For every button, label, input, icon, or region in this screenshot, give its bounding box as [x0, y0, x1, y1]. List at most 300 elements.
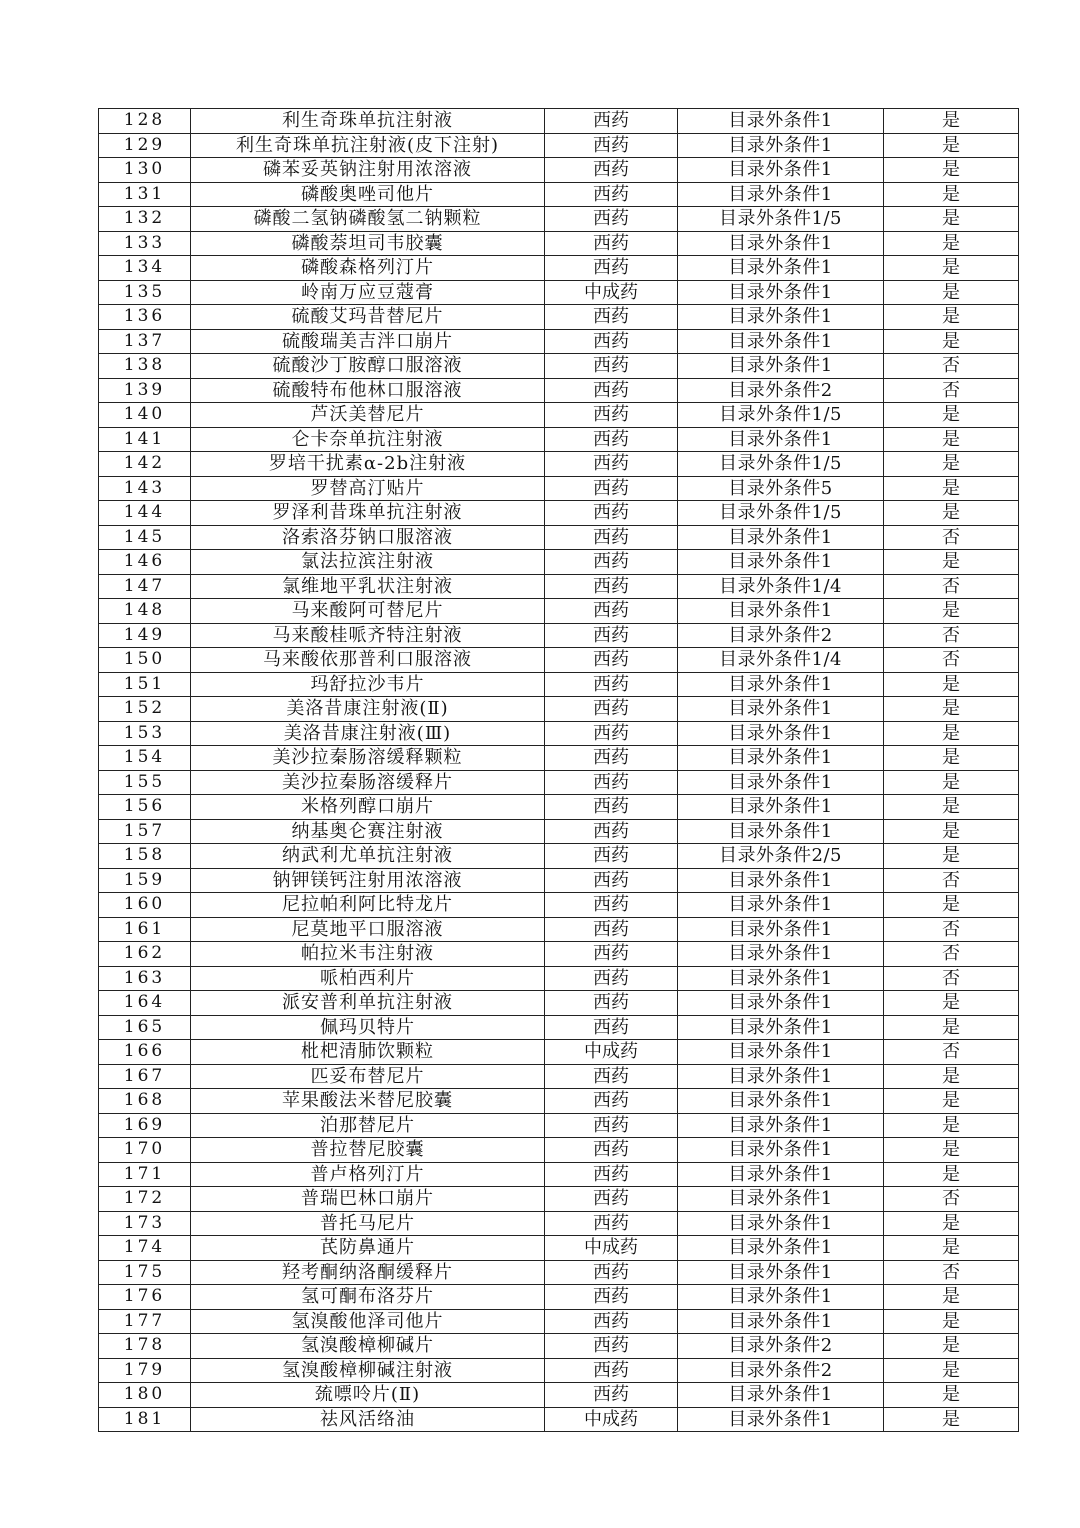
drug-category-cell: 西药: [545, 305, 678, 330]
catalog-condition-cell: 目录外条件1: [678, 1211, 884, 1236]
included-flag-cell: 是: [884, 305, 1019, 330]
included-flag-cell: 否: [884, 868, 1019, 893]
table-row: [99, 1113, 1019, 1138]
drug-name-cell: 玛舒拉沙韦片: [191, 672, 545, 697]
table-row: [99, 476, 1019, 501]
row-number-cell: 160: [99, 893, 191, 918]
row-number-cell: 162: [99, 942, 191, 967]
drug-category-cell: 西药: [545, 231, 678, 256]
included-flag-cell: 是: [884, 844, 1019, 869]
included-flag-cell: 否: [884, 378, 1019, 403]
drug-category-cell: 西药: [545, 697, 678, 722]
drug-category-cell: 西药: [545, 1064, 678, 1089]
row-number-cell: 158: [99, 844, 191, 869]
row-number-cell: 168: [99, 1089, 191, 1114]
table-row: [99, 305, 1019, 330]
table-row: [99, 158, 1019, 183]
drug-category-cell: 西药: [545, 158, 678, 183]
table-row: [99, 1064, 1019, 1089]
table-row: [99, 1285, 1019, 1310]
included-flag-cell: 是: [884, 501, 1019, 526]
catalog-condition-cell: 目录外条件1: [678, 697, 884, 722]
row-number-cell: 165: [99, 1015, 191, 1040]
drug-category-cell: 西药: [545, 770, 678, 795]
row-number-cell: 137: [99, 329, 191, 354]
row-number-cell: 152: [99, 697, 191, 722]
row-number-cell: 141: [99, 427, 191, 452]
row-number-cell: 180: [99, 1383, 191, 1408]
catalog-condition-cell: 目录外条件2: [678, 1358, 884, 1383]
table-row: [99, 280, 1019, 305]
row-number-cell: 139: [99, 378, 191, 403]
included-flag-cell: 是: [884, 452, 1019, 477]
row-number-cell: 161: [99, 917, 191, 942]
table-row: [99, 427, 1019, 452]
included-flag-cell: 是: [884, 158, 1019, 183]
drug-name-cell: 仑卡奈单抗注射液: [191, 427, 545, 452]
catalog-condition-cell: 目录外条件1: [678, 133, 884, 158]
included-flag-cell: 是: [884, 770, 1019, 795]
drug-name-cell: 洛索洛芬钠口服溶液: [191, 525, 545, 550]
catalog-condition-cell: 目录外条件1: [678, 427, 884, 452]
drug-name-cell: 马来酸依那普利口服溶液: [191, 648, 545, 673]
row-number-cell: 171: [99, 1162, 191, 1187]
catalog-condition-cell: 目录外条件1: [678, 280, 884, 305]
drug-category-cell: 西药: [545, 329, 678, 354]
row-number-cell: 177: [99, 1309, 191, 1334]
row-number-cell: 131: [99, 182, 191, 207]
row-number-cell: 179: [99, 1358, 191, 1383]
drug-name-cell: 硫酸特布他林口服溶液: [191, 378, 545, 403]
table-row: [99, 697, 1019, 722]
catalog-condition-cell: 目录外条件1: [678, 354, 884, 379]
included-flag-cell: 否: [884, 525, 1019, 550]
catalog-condition-cell: 目录外条件1: [678, 329, 884, 354]
catalog-condition-cell: 目录外条件1: [678, 795, 884, 820]
catalog-condition-cell: 目录外条件1: [678, 109, 884, 134]
row-number-cell: 145: [99, 525, 191, 550]
catalog-condition-cell: 目录外条件5: [678, 476, 884, 501]
drug-name-cell: 磷酸森格列汀片: [191, 256, 545, 281]
drug-name-cell: 硫酸艾玛昔替尼片: [191, 305, 545, 330]
row-number-cell: 156: [99, 795, 191, 820]
table-row: [99, 623, 1019, 648]
catalog-condition-cell: 目录外条件1: [678, 770, 884, 795]
row-number-cell: 172: [99, 1187, 191, 1212]
drug-category-cell: 西药: [545, 1383, 678, 1408]
row-number-cell: 133: [99, 231, 191, 256]
drug-name-cell: 尼拉帕利阿比特龙片: [191, 893, 545, 918]
included-flag-cell: 是: [884, 819, 1019, 844]
included-flag-cell: 是: [884, 403, 1019, 428]
drug-name-cell: 氢溴酸樟柳碱片: [191, 1334, 545, 1359]
drug-category-cell: 西药: [545, 1187, 678, 1212]
drug-name-cell: 美沙拉秦肠溶缓释片: [191, 770, 545, 795]
catalog-condition-cell: 目录外条件2: [678, 1334, 884, 1359]
row-number-cell: 155: [99, 770, 191, 795]
drug-category-cell: 西药: [545, 648, 678, 673]
drug-category-cell: 西药: [545, 672, 678, 697]
catalog-condition-cell: 目录外条件1: [678, 1040, 884, 1065]
drug-category-cell: 西药: [545, 623, 678, 648]
catalog-condition-cell: 目录外条件1: [678, 305, 884, 330]
table-row: [99, 1162, 1019, 1187]
catalog-condition-cell: 目录外条件2: [678, 378, 884, 403]
included-flag-cell: 是: [884, 280, 1019, 305]
table-row: [99, 550, 1019, 575]
drug-category-cell: 西药: [545, 1260, 678, 1285]
included-flag-cell: 否: [884, 942, 1019, 967]
catalog-condition-cell: 目录外条件1/5: [678, 403, 884, 428]
drug-name-cell: 磷酸萘坦司韦胶囊: [191, 231, 545, 256]
included-flag-cell: 是: [884, 329, 1019, 354]
row-number-cell: 175: [99, 1260, 191, 1285]
drug-category-cell: 西药: [545, 476, 678, 501]
included-flag-cell: 否: [884, 966, 1019, 991]
table-row: [99, 917, 1019, 942]
drug-category-cell: 西药: [545, 1138, 678, 1163]
catalog-condition-cell: 目录外条件1: [678, 1064, 884, 1089]
row-number-cell: 151: [99, 672, 191, 697]
included-flag-cell: 是: [884, 1236, 1019, 1261]
row-number-cell: 181: [99, 1407, 191, 1432]
drug-name-cell: 马来酸桂哌齐特注射液: [191, 623, 545, 648]
row-number-cell: 167: [99, 1064, 191, 1089]
drug-name-cell: 美沙拉秦肠溶缓释颗粒: [191, 746, 545, 771]
table-row: [99, 795, 1019, 820]
drug-name-cell: 芦沃美替尼片: [191, 403, 545, 428]
drug-name-cell: 普托马尼片: [191, 1211, 545, 1236]
included-flag-cell: 是: [884, 207, 1019, 232]
drug-category-cell: 西药: [545, 844, 678, 869]
catalog-condition-cell: 目录外条件1: [678, 1113, 884, 1138]
catalog-condition-cell: 目录外条件1/5: [678, 452, 884, 477]
included-flag-cell: 否: [884, 917, 1019, 942]
drug-name-cell: 硫酸瑞美吉泮口崩片: [191, 329, 545, 354]
row-number-cell: 143: [99, 476, 191, 501]
table-row: [99, 231, 1019, 256]
drug-category-cell: 西药: [545, 452, 678, 477]
included-flag-cell: 是: [884, 1113, 1019, 1138]
drug-category-cell: 西药: [545, 1162, 678, 1187]
table-row: [99, 1358, 1019, 1383]
catalog-condition-cell: 目录外条件1: [678, 256, 884, 281]
catalog-condition-cell: 目录外条件1/4: [678, 574, 884, 599]
drug-name-cell: 普瑞巴林口崩片: [191, 1187, 545, 1212]
drug-name-cell: 罗泽利昔珠单抗注射液: [191, 501, 545, 526]
table-row: [99, 1089, 1019, 1114]
included-flag-cell: 是: [884, 1285, 1019, 1310]
row-number-cell: 170: [99, 1138, 191, 1163]
row-number-cell: 140: [99, 403, 191, 428]
table-row: [99, 574, 1019, 599]
drug-category-cell: 西药: [545, 403, 678, 428]
included-flag-cell: 是: [884, 1138, 1019, 1163]
drug-category-cell: 西药: [545, 1358, 678, 1383]
drug-category-cell: 西药: [545, 256, 678, 281]
catalog-condition-cell: 目录外条件1: [678, 525, 884, 550]
row-number-cell: 163: [99, 966, 191, 991]
drug-name-cell: 纳基奥仑赛注射液: [191, 819, 545, 844]
table-row: [99, 770, 1019, 795]
drug-name-cell: 纳武利尤单抗注射液: [191, 844, 545, 869]
drug-name-cell: 普拉替尼胶囊: [191, 1138, 545, 1163]
drug-category-cell: 西药: [545, 1015, 678, 1040]
drug-name-cell: 硫酸沙丁胺醇口服溶液: [191, 354, 545, 379]
drug-name-cell: 派安普利单抗注射液: [191, 991, 545, 1016]
table-row: [99, 599, 1019, 624]
drug-category-cell: 西药: [545, 109, 678, 134]
catalog-condition-cell: 目录外条件1: [678, 1187, 884, 1212]
drug-name-cell: 枇杷清肺饮颗粒: [191, 1040, 545, 1065]
drug-category-cell: 西药: [545, 1309, 678, 1334]
included-flag-cell: 是: [884, 599, 1019, 624]
catalog-condition-cell: 目录外条件1/4: [678, 648, 884, 673]
included-flag-cell: 是: [884, 1407, 1019, 1432]
table-row: [99, 133, 1019, 158]
table-row: [99, 256, 1019, 281]
row-number-cell: 169: [99, 1113, 191, 1138]
catalog-condition-cell: 目录外条件2/5: [678, 844, 884, 869]
row-number-cell: 144: [99, 501, 191, 526]
table-row: [99, 403, 1019, 428]
table-row: [99, 868, 1019, 893]
drug-category-cell: 西药: [545, 207, 678, 232]
included-flag-cell: 是: [884, 893, 1019, 918]
included-flag-cell: 是: [884, 1383, 1019, 1408]
drug-category-cell: 西药: [545, 966, 678, 991]
table-row: [99, 1383, 1019, 1408]
drug-name-cell: 磷酸二氢钠磷酸氢二钠颗粒: [191, 207, 545, 232]
drug-name-cell: 岭南万应豆蔻膏: [191, 280, 545, 305]
included-flag-cell: 是: [884, 721, 1019, 746]
drug-category-cell: 西药: [545, 795, 678, 820]
drug-category-cell: 西药: [545, 525, 678, 550]
drug-name-cell: 帕拉米韦注射液: [191, 942, 545, 967]
catalog-condition-cell: 目录外条件1: [678, 550, 884, 575]
table-row: [99, 721, 1019, 746]
included-flag-cell: 是: [884, 231, 1019, 256]
drug-name-cell: 佩玛贝特片: [191, 1015, 545, 1040]
drug-name-cell: 美洛昔康注射液(Ⅱ): [191, 697, 545, 722]
table-row: [99, 378, 1019, 403]
table-row: [99, 207, 1019, 232]
included-flag-cell: 是: [884, 672, 1019, 697]
row-number-cell: 154: [99, 746, 191, 771]
drug-name-cell: 罗替高汀贴片: [191, 476, 545, 501]
drug-name-cell: 巯嘌呤片(Ⅱ): [191, 1383, 545, 1408]
row-number-cell: 136: [99, 305, 191, 330]
included-flag-cell: 是: [884, 476, 1019, 501]
drug-name-cell: 氢可酮布洛芬片: [191, 1285, 545, 1310]
drug-category-cell: 西药: [545, 746, 678, 771]
included-flag-cell: 否: [884, 623, 1019, 648]
table-row: [99, 525, 1019, 550]
table-row: [99, 672, 1019, 697]
drug-category-cell: 西药: [545, 893, 678, 918]
included-flag-cell: 是: [884, 697, 1019, 722]
catalog-condition-cell: 目录外条件1: [678, 1162, 884, 1187]
row-number-cell: 178: [99, 1334, 191, 1359]
drug-category-cell: 西药: [545, 991, 678, 1016]
included-flag-cell: 是: [884, 1064, 1019, 1089]
included-flag-cell: 否: [884, 1040, 1019, 1065]
row-number-cell: 135: [99, 280, 191, 305]
drug-category-cell: 西药: [545, 1285, 678, 1310]
drug-name-cell: 美洛昔康注射液(Ⅲ): [191, 721, 545, 746]
drug-category-cell: 西药: [545, 1334, 678, 1359]
table-body: [99, 109, 1019, 1432]
drug-name-cell: 利生奇珠单抗注射液(皮下注射): [191, 133, 545, 158]
table-row: [99, 1236, 1019, 1261]
table-row: [99, 819, 1019, 844]
catalog-condition-cell: 目录外条件1/5: [678, 207, 884, 232]
catalog-condition-cell: 目录外条件1: [678, 1138, 884, 1163]
included-flag-cell: 否: [884, 1187, 1019, 1212]
drug-name-cell: 尼莫地平口服溶液: [191, 917, 545, 942]
included-flag-cell: 否: [884, 574, 1019, 599]
catalog-condition-cell: 目录外条件1: [678, 966, 884, 991]
row-number-cell: 173: [99, 1211, 191, 1236]
row-number-cell: 142: [99, 452, 191, 477]
drug-category-cell: 中成药: [545, 1236, 678, 1261]
row-number-cell: 132: [99, 207, 191, 232]
included-flag-cell: 否: [884, 648, 1019, 673]
catalog-condition-cell: 目录外条件1: [678, 1383, 884, 1408]
row-number-cell: 138: [99, 354, 191, 379]
row-number-cell: 159: [99, 868, 191, 893]
table-row: [99, 182, 1019, 207]
included-flag-cell: 是: [884, 1211, 1019, 1236]
drug-name-cell: 磷苯妥英钠注射用浓溶液: [191, 158, 545, 183]
row-number-cell: 134: [99, 256, 191, 281]
drug-category-cell: 西药: [545, 427, 678, 452]
drug-category-cell: 西药: [545, 599, 678, 624]
drug-name-cell: 匹妥布替尼片: [191, 1064, 545, 1089]
drug-category-cell: 西药: [545, 1211, 678, 1236]
table-row: [99, 1138, 1019, 1163]
drug-category-cell: 西药: [545, 574, 678, 599]
catalog-condition-cell: 目录外条件1: [678, 158, 884, 183]
included-flag-cell: 是: [884, 133, 1019, 158]
drug-category-cell: 中成药: [545, 1040, 678, 1065]
row-number-cell: 146: [99, 550, 191, 575]
table-row: [99, 452, 1019, 477]
catalog-condition-cell: 目录外条件1: [678, 672, 884, 697]
drug-name-cell: 氯法拉滨注射液: [191, 550, 545, 575]
row-number-cell: 176: [99, 1285, 191, 1310]
row-number-cell: 148: [99, 599, 191, 624]
catalog-condition-cell: 目录外条件1: [678, 942, 884, 967]
drug-category-cell: 西药: [545, 721, 678, 746]
drug-category-cell: 西药: [545, 501, 678, 526]
drug-name-cell: 泊那替尼片: [191, 1113, 545, 1138]
table-row: [99, 991, 1019, 1016]
catalog-condition-cell: 目录外条件1: [678, 182, 884, 207]
drug-category-cell: 西药: [545, 133, 678, 158]
drug-category-cell: 西药: [545, 354, 678, 379]
drug-category-cell: 西药: [545, 819, 678, 844]
catalog-condition-cell: 目录外条件1: [678, 991, 884, 1016]
table-row: [99, 1015, 1019, 1040]
included-flag-cell: 是: [884, 109, 1019, 134]
catalog-condition-cell: 目录外条件1: [678, 1260, 884, 1285]
drug-name-cell: 钠钾镁钙注射用浓溶液: [191, 868, 545, 893]
catalog-condition-cell: 目录外条件1: [678, 819, 884, 844]
drug-name-cell: 祛风活络油: [191, 1407, 545, 1432]
included-flag-cell: 是: [884, 182, 1019, 207]
row-number-cell: 147: [99, 574, 191, 599]
drug-name-cell: 氢溴酸樟柳碱注射液: [191, 1358, 545, 1383]
table-row: [99, 329, 1019, 354]
drug-category-cell: 西药: [545, 182, 678, 207]
included-flag-cell: 否: [884, 354, 1019, 379]
catalog-condition-cell: 目录外条件1: [678, 1236, 884, 1261]
table-row: [99, 1187, 1019, 1212]
included-flag-cell: 是: [884, 1358, 1019, 1383]
catalog-condition-cell: 目录外条件1: [678, 1309, 884, 1334]
included-flag-cell: 是: [884, 427, 1019, 452]
catalog-condition-cell: 目录外条件1: [678, 1089, 884, 1114]
table-row: [99, 648, 1019, 673]
drug-name-cell: 苹果酸法米替尼胶囊: [191, 1089, 545, 1114]
table-row: [99, 942, 1019, 967]
drug-category-cell: 西药: [545, 378, 678, 403]
row-number-cell: 150: [99, 648, 191, 673]
table-row: [99, 966, 1019, 991]
drug-name-cell: 羟考酮纳洛酮缓释片: [191, 1260, 545, 1285]
table-row: [99, 109, 1019, 134]
table-row: [99, 1407, 1019, 1432]
included-flag-cell: 是: [884, 1162, 1019, 1187]
drug-name-cell: 马来酸阿可替尼片: [191, 599, 545, 624]
row-number-cell: 174: [99, 1236, 191, 1261]
catalog-condition-cell: 目录外条件1: [678, 1015, 884, 1040]
drug-category-cell: 西药: [545, 942, 678, 967]
row-number-cell: 128: [99, 109, 191, 134]
included-flag-cell: 否: [884, 1260, 1019, 1285]
drug-name-cell: 哌柏西利片: [191, 966, 545, 991]
drug-category-cell: 西药: [545, 550, 678, 575]
table-row: [99, 1309, 1019, 1334]
drug-name-cell: 罗培干扰素α-2b注射液: [191, 452, 545, 477]
catalog-condition-cell: 目录外条件1: [678, 231, 884, 256]
catalog-condition-cell: 目录外条件1: [678, 746, 884, 771]
drug-name-cell: 氯维地平乳状注射液: [191, 574, 545, 599]
drug-category-cell: 西药: [545, 917, 678, 942]
drug-name-cell: 氢溴酸他泽司他片: [191, 1309, 545, 1334]
drug-name-cell: 磷酸奥唑司他片: [191, 182, 545, 207]
drug-name-cell: 利生奇珠单抗注射液: [191, 109, 545, 134]
row-number-cell: 153: [99, 721, 191, 746]
table-row: [99, 1334, 1019, 1359]
row-number-cell: 149: [99, 623, 191, 648]
drug-category-cell: 西药: [545, 1113, 678, 1138]
drug-name-cell: 普卢格列汀片: [191, 1162, 545, 1187]
row-number-cell: 130: [99, 158, 191, 183]
drug-category-cell: 中成药: [545, 280, 678, 305]
table-row: [99, 354, 1019, 379]
table-row: [99, 1211, 1019, 1236]
catalog-condition-cell: 目录外条件1: [678, 599, 884, 624]
included-flag-cell: 是: [884, 991, 1019, 1016]
table-row: [99, 1260, 1019, 1285]
catalog-condition-cell: 目录外条件1: [678, 917, 884, 942]
catalog-condition-cell: 目录外条件1/5: [678, 501, 884, 526]
catalog-condition-cell: 目录外条件1: [678, 893, 884, 918]
row-number-cell: 164: [99, 991, 191, 1016]
table-row: [99, 1040, 1019, 1065]
